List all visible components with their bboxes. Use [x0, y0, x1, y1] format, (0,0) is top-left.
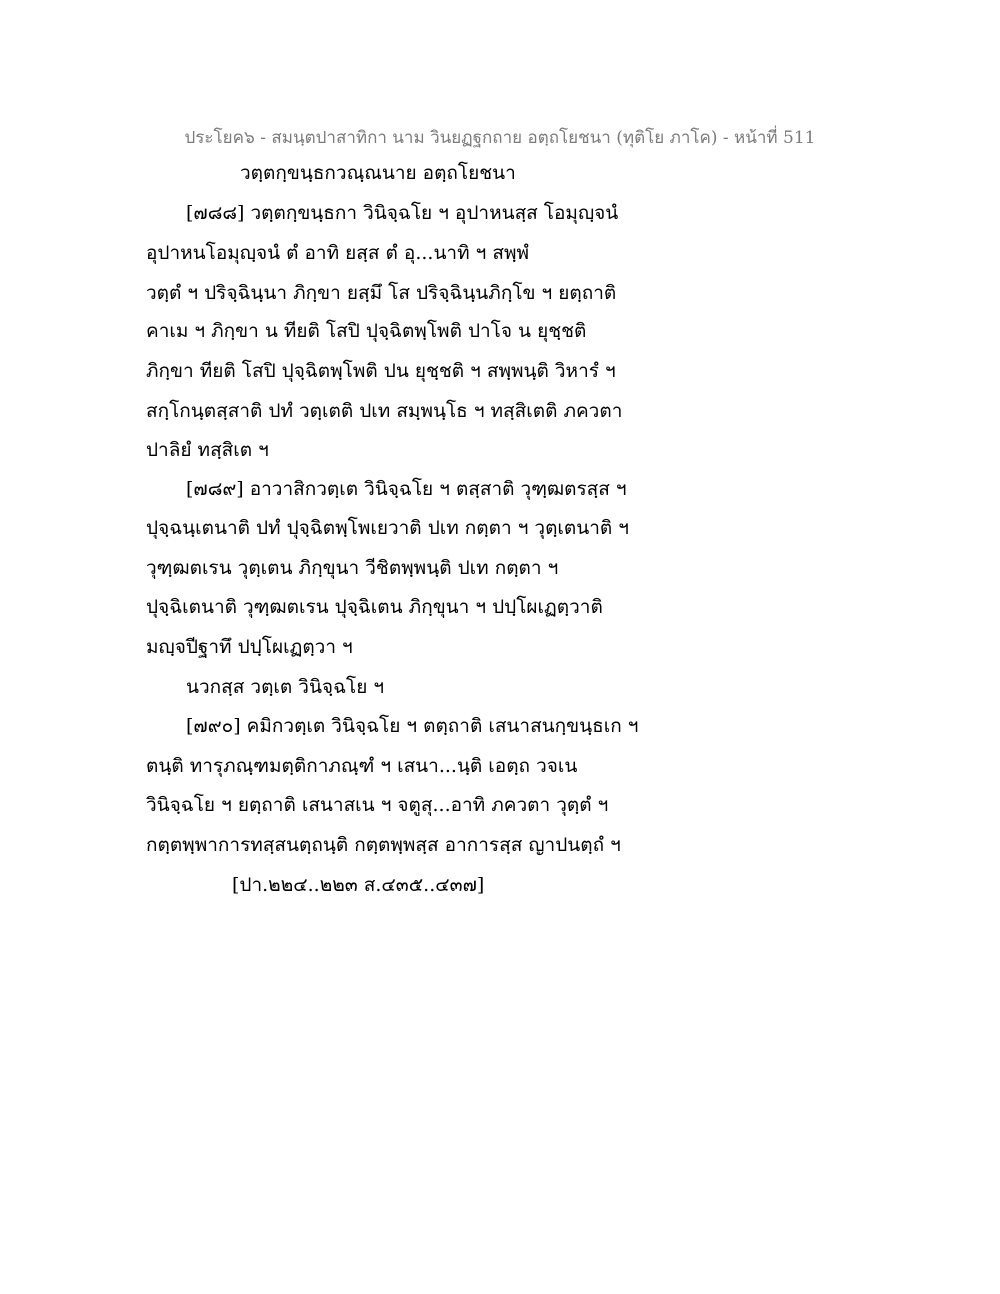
text-line: ปุจฺฉนฺเตนาติ ปทํ ปุจฺฉิตพฺโพเยวาติ ปเท กตฺตา ฯ วุตฺเตนาติ ฯ: [146, 517, 629, 539]
text-line: [๗๙๐] คมิกวตฺเต วินิจฺฉโย ฯ ตตฺถาติ เสนาสนกฺขนฺธเก ฯ: [186, 715, 639, 737]
text-line: ตนฺติ ทารุภณฺฑมตฺติกาภณฺฑํ ฯ เสนา...นฺติ เอตฺถ วจเน: [146, 755, 578, 777]
text-line: มญฺจปีฐาทึ ปปฺโผเฏตฺวา ฯ: [146, 636, 353, 658]
text-line: ปาลิยํ ทสฺสิเต ฯ: [146, 439, 269, 461]
page-header: ประโยค๖ - สมนฺตปาสาทิกา นาม วินยฏฐกถาย อตฺถโยชนา (ทุติโย ภาโค) - หน้าที่ 511: [184, 128, 816, 148]
text-line: [๗๘๙] อาวาสิกวตฺเต วินิจฺฉโย ฯ ตสฺสาติ วุฑฺฒตรสฺส ฯ: [186, 478, 627, 500]
text-line: วุฑฺฒตเรน วุตฺเตน ภิกฺขุนา วีชิตพฺพนฺติ ปเท กตฺตา ฯ: [146, 557, 559, 579]
text-line: สกฺโกนฺตสฺสาติ ปทํ วตฺเตติ ปเท สมฺพนฺโธ ฯ ทสฺสิเตติ ภควตา: [146, 400, 623, 422]
text-line: คาเม ฯ ภิกฺขา น ทียติ โสปิ ปุจฺฉิตพฺโพติ ปาโจ น ยุชฺชติ: [146, 320, 587, 342]
text-line: ภิกฺขา ทียติ โสปิ ปุจฺฉิตพฺโพติ ปน ยุชฺชติ ฯ สพฺพนฺติ วิหารํ ฯ: [146, 360, 616, 382]
text-line: ปุจฺฉิเตนาติ วุฑฺฒตเรน ปุจฺฉิเตน ภิกฺขุนา ฯ ปปฺโผเฏตฺวาติ: [146, 596, 603, 618]
text-line: กตฺตพฺพาการทสฺสนตฺถนฺติ กตฺตพฺพสฺส อาการสฺส ญาปนตฺถํ ฯ: [146, 834, 621, 856]
text-line: วินิจฺฉโย ฯ ยตฺถาติ เสนาสเน ฯ จตูสุ...อาทิ ภควตา วุตฺตํ ฯ: [146, 794, 609, 816]
text-line: อุปาหนโอมุญฺจนํ ตํ อาทิ ยสฺส ตํ อุ...นาทิ ฯ สพฺพํ: [146, 242, 530, 264]
text-line: [๗๘๘] วตฺตกฺขนฺธกา วินิจฺฉโย ฯ อุปาหนสฺส โอมุญฺจนํ: [186, 202, 619, 224]
section-title: วตฺตกฺขนฺธกวณฺณนาย อตฺถโยชนา: [240, 162, 516, 184]
text-line: นวกสฺส วตฺเต วินิจฺฉโย ฯ: [186, 676, 385, 698]
text-line: วตฺตํ ฯ ปริจฺฉินฺนา ภิกฺขา ยสฺมึ โส ปริจฺฉินฺนภิกฺโข ฯ ยตฺถาติ: [146, 282, 617, 304]
page-reference: [ปา.๒๒๔..๒๒๓ ส.๔๓๕..๔๓๗]: [232, 874, 485, 896]
